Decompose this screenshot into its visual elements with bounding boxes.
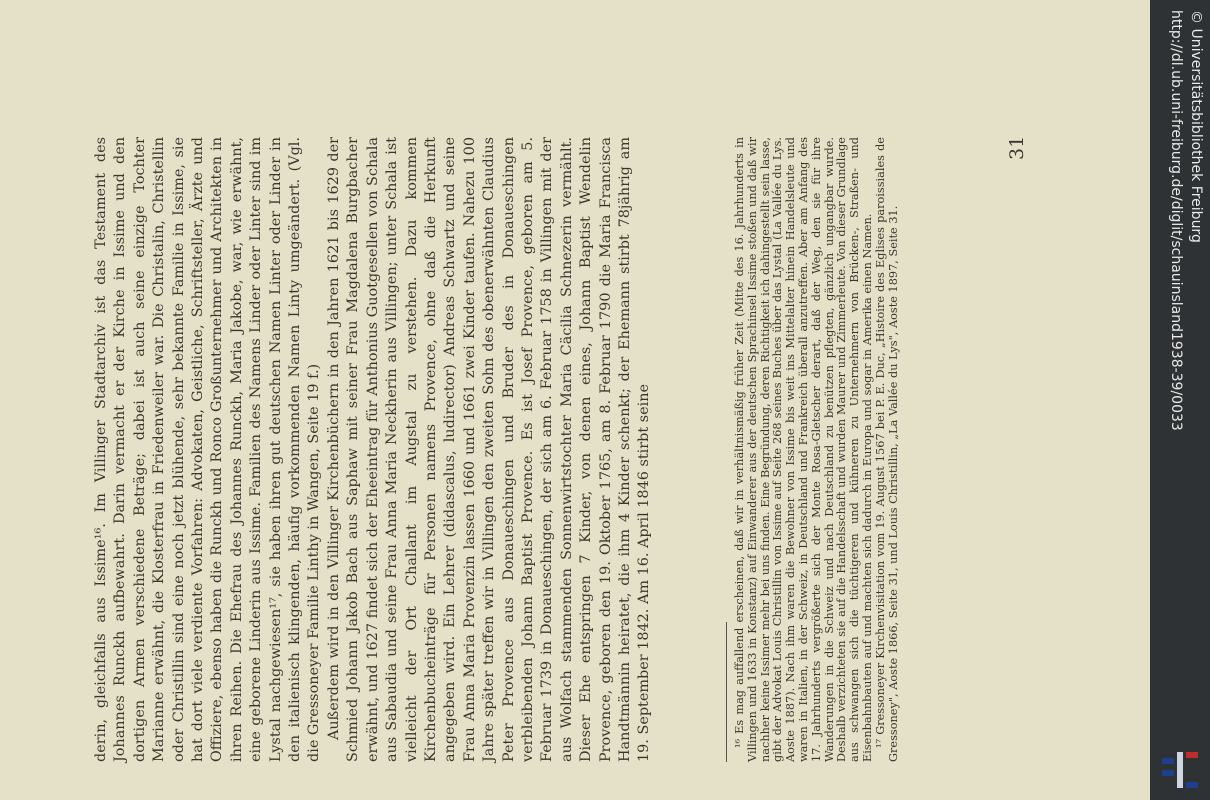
sidebar-vertical-text (1150, 0, 1210, 800)
source-url-link[interactable]: http://dl.ub.uni-freiburg.de/diglit/schauinsland1938-39/0033 (1168, 10, 1184, 431)
footnote-17: ¹⁷ Gressoneyer Kirchenvisitation vom 19. August 1567 bei P. E. Duc, „Histoire des Eglises paroissiales de Gressoney", Aoste 1866, Seite 31, und Louis Christillin, „La Vallée du Lys", Aoste 1897, Seite 31. (873, 137, 900, 762)
body-text (92, 137, 655, 762)
viewer-sidebar (1150, 0, 1210, 800)
logo-blue-bar-1 (1162, 758, 1174, 764)
logo-blue-bar-3 (1186, 782, 1198, 788)
footnote-16: ¹⁶ Es mag auffallend erscheinen, daß wir in verhältnismäßig früher Zeit (Mitte des 16. Jahrhunderts in Villingen und 1633 in Konstanz) auf Einwanderer aus der deutschen Sprachinsel Issime stoßen und daß wir nachher keine Issimer mehr bei uns finden. Eine Begründung, deren Richtigkeit ich dahingestellt sein lasse, gibt der Advokat Louis Christillin von Issime auf Seite 268 seines Buches über das Lystal (La Vallée du Lys. Aoste 1887). Nach ihm waren die Bewohner von Issime bis weit ins Mittelalter hinein Handelsleute und waren in Italien, in der Schweiz, in Deutschland und Frankreich überall anzutreffen. Aber am Anfang des 17. Jahrhunderts vergrößerte sich der Monte Rosa-Gletscher derart, daß der Weg, den sie für ihre Wanderungen in die Schweiz und nach Deutschland zu benützen pflegten, gänzlich ungangbar wurde. Deshalb verzichteten sie auf die Handelsschaft und wurden Maurer und Zimmerleute. Von dieser Grundlage aus schwangen sich die tüchtigeren und kühneren zu Unternehmern von Brücken-, Straßen- und Eisenbahnbauten auf und machten sich dadurch in Europa und sogar in Amerika einen Namen. (733, 137, 874, 762)
page-number: 31 (1006, 135, 1028, 160)
logo-vertical-bar (1177, 752, 1183, 788)
paragraph-2: Außerdem wird in den Villinger Kirchenbüchern in den Jahren 1621 bis 1629 der Schmied Johann Jakob Bach aus Saphaw mit seiner Frau Magdalena Burgbacher erwähnt, und 1627 findet sich der Eheeintrag für Anthonius Guotgesellen von Schala aus Sabaudia und seine Frau Anna Maria Neckherin aus Villingen; unter Schala ist vielleicht der Ort Challant im Augstal zu verstehen. Dazu kommen Kirchenbucheinträge für Personen namens Provence, ohne daß die Herkunft angegeben wird. Ein Lehrer (didascalus, ludirector) Andreas Schwartz und seine Frau Anna Maria Provenzin lassen 1660 und 1661 zwei Kinder taufen. Nahezu 100 Jahre später treffen wir in Villingen den zweiten Sohn des obenerwähnten Claudius Peter Provence aus Donaueschingen und Bruder des in Donaueschingen verbleibenden Johann Baptist Provence. Es ist Josef Provence, geboren am 5. Februar 1739 in Donaueschingen, der sich am 6. Februar 1758 in Villingen mit der aus Wolfach stammenden Sonnenwirtstochter Maria Cäcilia Schnezerin vermählt. Dieser Ehe entspringen 7 Kinder, von denen eines, Johann Baptist Wendelin Provence, geboren den 19. Oktober 1765, am 8. Februar 1790 die Maria Francisca Handtmännin heiratet, die ihm 4 Kinder schenkt; der Ehemann stirbt 78jährig am 19. September 1842. Am 16. April 1846 stirbt seine (325, 137, 653, 762)
copyright-notice: © Universitätsbibliothek Freiburg (1188, 10, 1204, 243)
library-logo-icon (1162, 752, 1198, 788)
footnotes (734, 137, 900, 762)
logo-blue-bar-2 (1162, 770, 1174, 776)
paragraph-1: derin, gleichfalls aus Issime¹⁶. Im Villinger Stadtarchiv ist das Testament des Johannes Runckh aufbewahrt. Darin vermacht er der Kirche in Issime und den dortigen Armen verschiedene Beträge; dabei ist auch seine einzige Tochter Marianne erwähnt, die Klosterfrau in Friedenweiler war. Die Christalin, Christellin oder Christillin sind eine noch jetzt blühende, sehr bekannte Familie in Issime, sie hat dort viele verdiente Vorfahren: Advokaten, Geistliche, Schriftsteller, Ärzte und Offiziere, ebenso haben die Runckh und Ronco Großunternehmer und Architekten in ihren Reihen. Die Ehefrau des Johannes Runckh, Maria Jakobe, war, wie erwähnt, eine geborene Linderin aus Issime. Familien des Namens Linder oder Linter sind im Lystal nachgewiesen¹⁷, sie haben ihren gut deutschen Namen Linter oder Linder in den italienisch klingenden, häufig vorkommenden Namen Linty umgeändert. (Vgl. die Gressoneyer Familie Linthy in Wangen, Seite 19 f.) (93, 137, 323, 762)
logo-red-bar (1186, 752, 1198, 758)
footnote-divider (726, 622, 727, 762)
